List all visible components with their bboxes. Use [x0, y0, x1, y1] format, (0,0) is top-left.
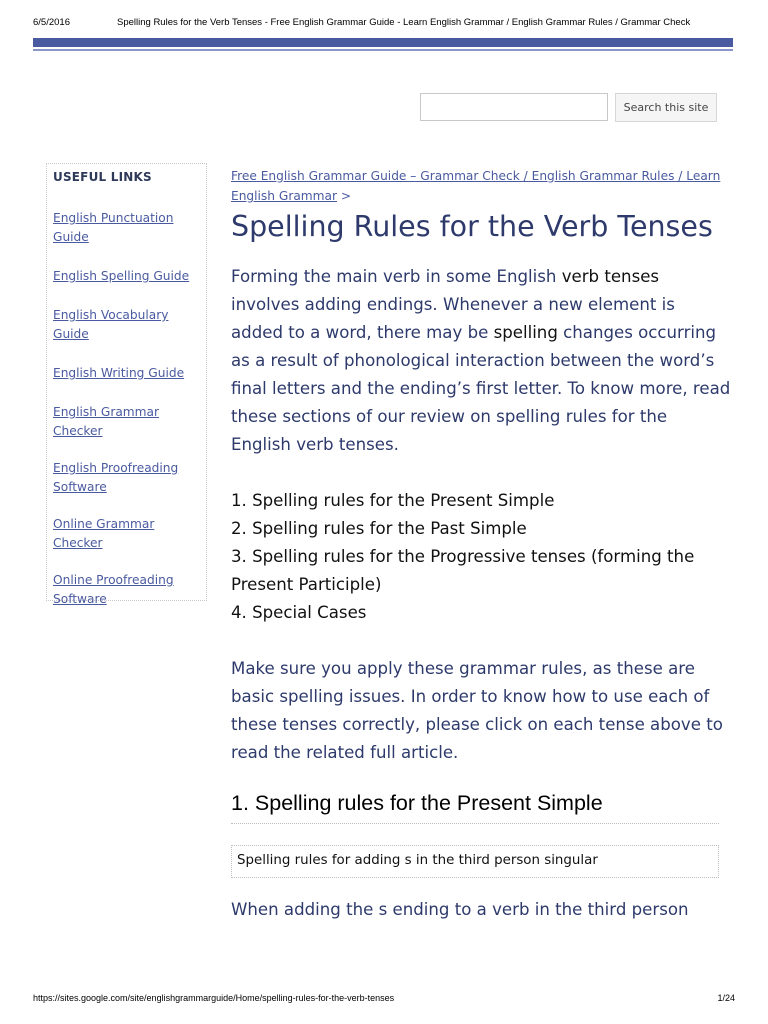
sidebar-link-grammar-checker[interactable]: English Grammar Checker [53, 405, 160, 438]
intro-paragraph [231, 263, 731, 459]
sidebar-useful-links [46, 163, 207, 606]
print-title: Spelling Rules for the Verb Tenses - Free English Grammar Guide - Learn English Grammar / English Grammar Rules / Grammar Check [117, 17, 691, 28]
sidebar-link-online-grammar-checker[interactable]: Online Grammar Checker [53, 517, 155, 550]
toc-item-past-simple[interactable]: 2. Spelling rules for the Past Simple [231, 519, 527, 538]
toc-item-progressive[interactable]: 3. Spelling rules for the Progressive tenses (forming the Present Participle) [231, 547, 695, 594]
spelling-link[interactable]: spelling [493, 323, 558, 342]
sidebar-link-vocabulary[interactable]: English Vocabulary Guide [53, 308, 169, 341]
sidebar-link-punctuation[interactable]: English Punctuation Guide [53, 211, 174, 244]
search-button[interactable]: Search this site [615, 93, 717, 122]
page-number: 1/24 [717, 993, 735, 1003]
print-url: https://sites.google.com/site/englishgrammarguide/Home/spelling-rules-for-the-verb-tenses [33, 993, 395, 1003]
intro-text: Forming the main verb in some English [231, 267, 562, 286]
breadcrumb-separator: > [340, 189, 352, 203]
sidebar-link-spelling[interactable]: English Spelling Guide [53, 269, 190, 283]
section-heading-present-simple: 1. Spelling rules for the Present Simple [231, 791, 603, 815]
breadcrumb [231, 166, 731, 206]
toc-list [231, 487, 731, 627]
main-content [231, 166, 731, 924]
sidebar-link-writing[interactable]: English Writing Guide [53, 366, 185, 380]
intro-text: changes occurring as a result of phonological interaction between the word’s final letters and the ending’s first letter. To know more, read these sections of our review on spelling rules for the English verb tenses. [231, 323, 731, 454]
toc-item-special-cases[interactable]: 4. Special Cases [231, 603, 367, 622]
sidebar-link-online-proofreading[interactable]: Online Proofreading Software [53, 573, 174, 606]
header-bar [33, 38, 733, 47]
section-divider [231, 823, 719, 824]
search-input[interactable] [420, 93, 608, 121]
subheading-box: Spelling rules for adding s in the third person singular [231, 845, 719, 878]
header-bar-line [33, 49, 733, 51]
toc-item-present-simple[interactable]: 1. Spelling rules for the Present Simple [231, 491, 555, 510]
intro-text: involves adding endings. Whenever a new element is added to a word, there may be [231, 295, 675, 342]
verb-tenses-link[interactable]: verb tenses [561, 267, 660, 286]
page-title: Spelling Rules for the Verb Tenses [231, 210, 713, 243]
sidebar-link-proofreading-software[interactable]: English Proofreading Software [53, 461, 179, 494]
print-date: 6/5/2016 [33, 17, 70, 28]
section-paragraph: When adding the s ending to a verb in the third person [231, 900, 689, 919]
advice-paragraph: Make sure you apply these grammar rules, as these are basic spelling issues. In order to know how to use each of these tenses correctly, please click on each tense above to read the related full article. [231, 659, 723, 762]
breadcrumb-link-home[interactable]: Free English Grammar Guide – Grammar Check / English Grammar Rules / Learn English Grammar [231, 169, 721, 203]
sidebar-heading: USEFUL LINKS [53, 170, 152, 184]
